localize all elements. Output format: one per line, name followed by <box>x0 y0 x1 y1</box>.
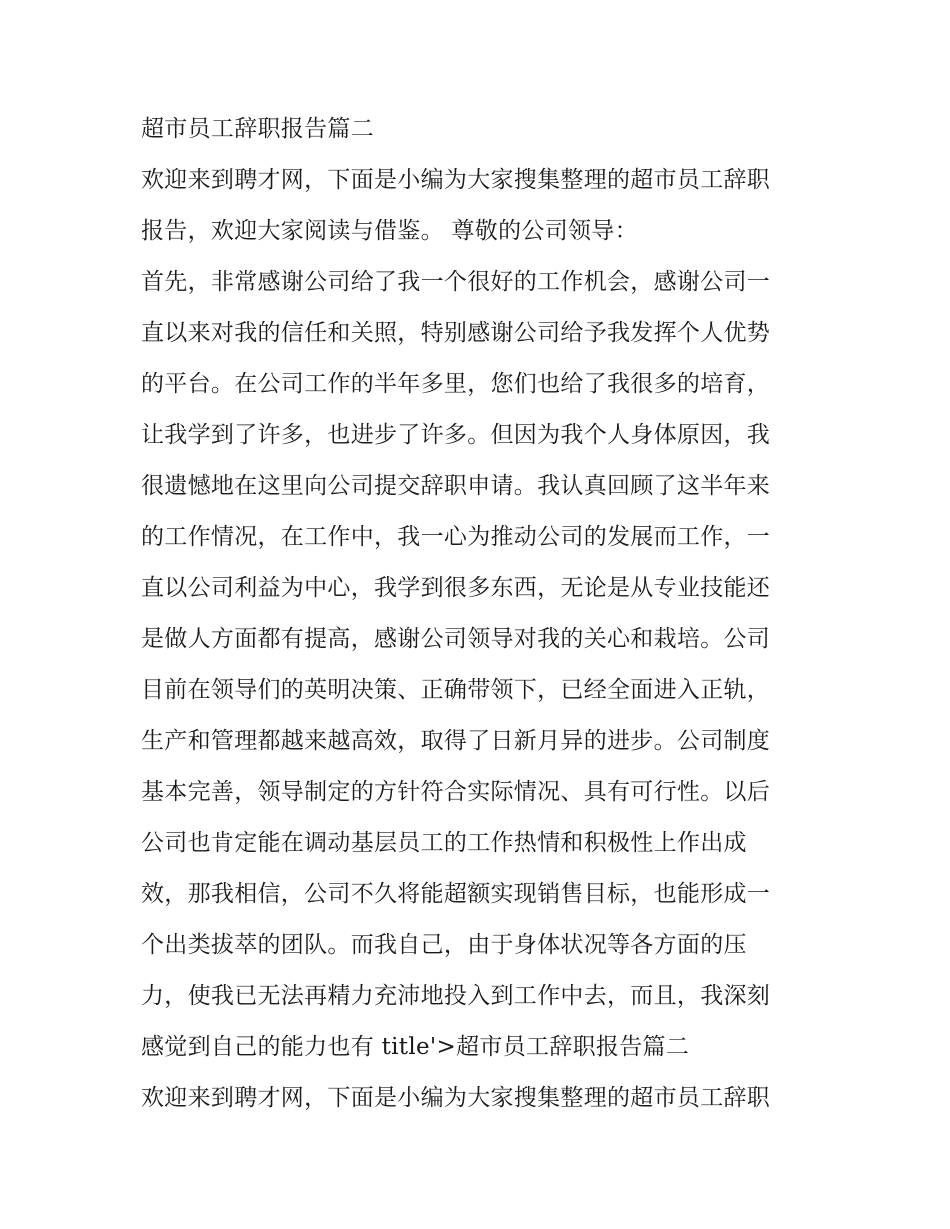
text-line: 的平台。在公司工作的半年多里，您们也给了我很多的培育， <box>141 371 771 397</box>
text-line: 是做人方面都有提高，感谢公司领导对我的关心和栽培。公司 <box>141 626 771 652</box>
text-line: 欢迎来到聘才网，下面是小编为大家搜集整理的超市员工辞职 <box>141 167 771 193</box>
text-line: 感觉到自己的能力也有 title'>超市员工辞职报告篇二 <box>141 1034 690 1060</box>
text-line: 欢迎来到聘才网，下面是小编为大家搜集整理的超市员工辞职 <box>141 1085 771 1111</box>
text-line: 直以公司利益为中心，我学到很多东西，无论是从专业技能还 <box>141 575 771 601</box>
text-line: 让我学到了许多，也进步了许多。但因为我个人身体原因，我 <box>141 422 771 448</box>
document-title: 超市员工辞职报告篇二 <box>141 116 374 142</box>
text-line: 的工作情况，在工作中，我一心为推动公司的发展而工作，一 <box>141 524 771 550</box>
text-line: 基本完善，领导制定的方针符合实际情况、具有可行性。以后 <box>141 779 771 805</box>
text-line: 目前在领导们的英明决策、正确带领下，已经全面进入正轨， <box>141 677 771 703</box>
text-line: 生产和管理都越来越高效，取得了日新月异的进步。公司制度 <box>141 728 771 754</box>
text-line: 力，使我已无法再精力充沛地投入到工作中去，而且，我深刻 <box>141 983 771 1009</box>
text-line: 公司也肯定能在调动基层员工的工作热情和积极性上作出成 <box>141 830 747 856</box>
text-line: 个出类拔萃的团队。而我自己，由于身体状况等各方面的压 <box>141 932 747 958</box>
text-line: 效，那我相信，公司不久将能超额实现销售目标，也能形成一 <box>141 881 771 907</box>
text-line: 报告，欢迎大家阅读与借鉴。 尊敬的公司领导： <box>141 218 638 244</box>
text-line: 很遗憾地在这里向公司提交辞职申请。我认真回顾了这半年来 <box>141 473 771 499</box>
text-line: 直以来对我的信任和关照，特别感谢公司给予我发挥个人优势 <box>141 320 771 346</box>
text-line: 首先，非常感谢公司给了我一个很好的工作机会，感谢公司一 <box>141 269 771 295</box>
